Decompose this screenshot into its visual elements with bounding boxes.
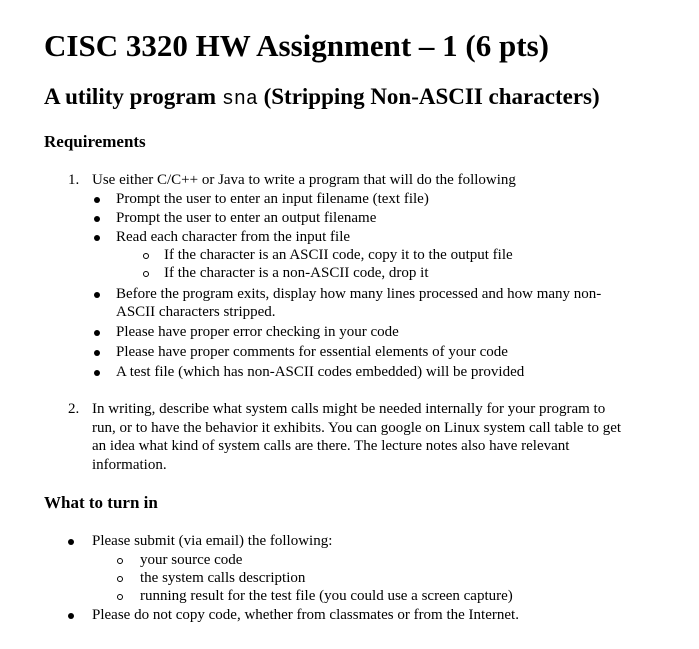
bullet-icon [94, 292, 100, 298]
bullet-icon [94, 370, 100, 376]
sub-list-item: your source code [140, 552, 243, 568]
hollow-bullet-icon [143, 253, 149, 259]
list-item: Please submit (via email) the following: [92, 533, 333, 549]
list-item: Prompt the user to enter an output filename [116, 210, 377, 226]
item-1-text: Use either C/C++ or Java to write a program that will do the following [92, 172, 516, 188]
item-2-line: information. [92, 457, 167, 473]
list-item: Please do not copy code, whether from classmates or from the Internet. [92, 607, 519, 623]
list-item: Please have proper error checking in your code [116, 324, 399, 340]
subtitle-suffix: (Stripping Non-ASCII characters) [257, 84, 600, 109]
list-item: Prompt the user to enter an input filename (text file) [116, 191, 429, 207]
bullet-icon [94, 235, 100, 241]
turn-in-heading: What to turn in [44, 493, 158, 512]
bullet-icon [68, 539, 74, 545]
document-title: CISC 3320 HW Assignment – 1 (6 pts) [44, 28, 549, 63]
list-item: Read each character from the input file [116, 229, 351, 245]
item-2-line: run, or to have the behavior it exhibits. You can google on Linux system call table to get [92, 420, 622, 436]
hollow-bullet-icon [117, 594, 123, 600]
document-subtitle [44, 84, 600, 111]
list-item: Before the program exits, display how many lines processed and how many non- [116, 286, 602, 302]
bullet-icon [94, 197, 100, 203]
sub-list-item: the system calls description [140, 570, 306, 586]
hollow-bullet-icon [117, 558, 123, 564]
sub-list-item: running result for the test file (you could use a screen capture) [140, 588, 513, 604]
item-2-line: an idea what kind of system calls are there. The lecture notes also have relevant [92, 438, 570, 454]
bullet-icon [94, 216, 100, 222]
bullet-icon [94, 330, 100, 336]
subtitle-prefix: A utility program [44, 84, 222, 109]
item-1-number: 1. [68, 172, 80, 188]
hollow-bullet-icon [143, 271, 149, 277]
item-2-line: In writing, describe what system calls might be needed internally for your program to [92, 401, 606, 417]
sub-list-item: If the character is an ASCII code, copy it to the output file [164, 247, 513, 263]
list-item-continuation: ASCII characters stripped. [116, 304, 276, 320]
hollow-bullet-icon [117, 576, 123, 582]
bullet-icon [94, 350, 100, 356]
list-item: A test file (which has non-ASCII codes embedded) will be provided [116, 364, 525, 380]
bullet-icon [68, 613, 74, 619]
item-2-number: 2. [68, 401, 80, 417]
list-item: Please have proper comments for essential elements of your code [116, 344, 508, 360]
sub-list-item: If the character is a non-ASCII code, drop it [164, 265, 429, 281]
program-name: sna [221, 88, 258, 111]
requirements-heading: Requirements [44, 132, 146, 151]
